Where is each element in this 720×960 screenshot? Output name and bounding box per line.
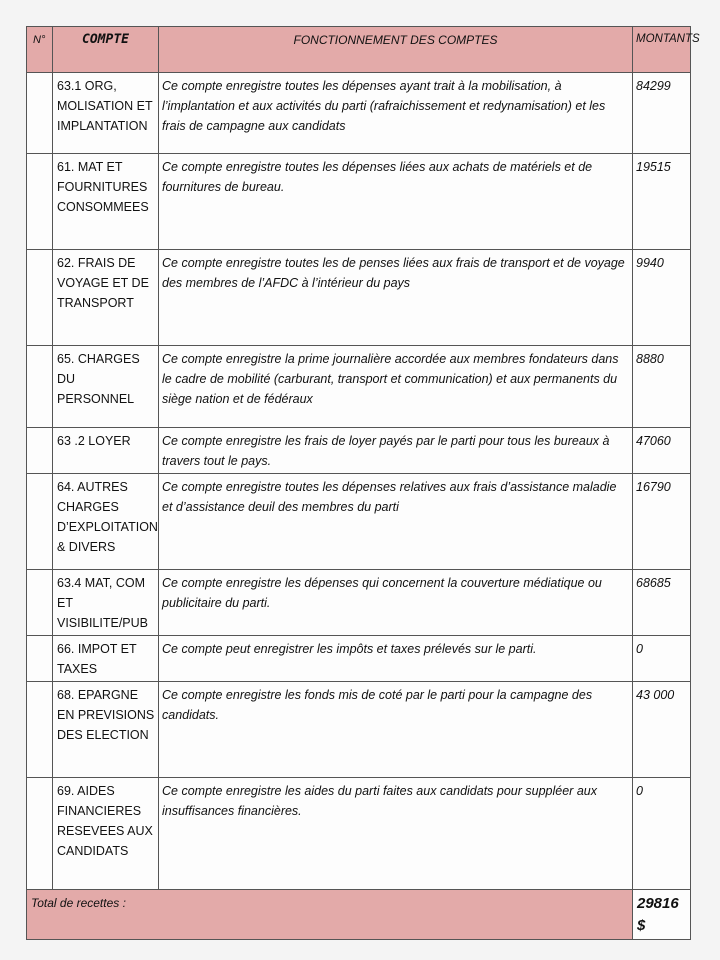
account-description: Ce compte enregistre toutes les de penses liées aux frais de transport et de voyage des membres de l’AFDC à l’intérieur du pays: [159, 250, 633, 346]
row-num-cell: [27, 428, 53, 474]
account-description: Ce compte enregistre toutes les dépenses ayant trait à la mobilisation, à l’implantation et aux activités du parti (rafraichissement et redynamisation) et les frais de campagne aux candidats: [159, 73, 633, 154]
account-name: 68. EPARGNE EN PREVISIONS DES ELECTION: [53, 682, 159, 778]
accounts-table: [26, 26, 700, 940]
header-fonctionnement: FONCTIONNEMENT DES COMPTES: [159, 27, 633, 73]
account-amount: 84299: [633, 73, 691, 154]
row-num-cell: [27, 250, 53, 346]
account-amount: 9940: [633, 250, 691, 346]
account-amount: 8880: [633, 346, 691, 428]
table-row: [27, 250, 691, 346]
table-row: [27, 474, 691, 570]
account-description: Ce compte enregistre les aides du parti faites aux candidats pour suppléer aux insuffisances financières.: [159, 778, 633, 890]
account-amount: 16790: [633, 474, 691, 570]
account-amount: 47060: [633, 428, 691, 474]
row-num-cell: [27, 570, 53, 636]
account-name: 61. MAT ET FOURNITURES CONSOMMEES: [53, 154, 159, 250]
account-amount: 43 000: [633, 682, 691, 778]
table-row: [27, 154, 691, 250]
table-row: [27, 570, 691, 636]
table-row: [27, 778, 691, 890]
account-name: 65. CHARGES DU PERSONNEL: [53, 346, 159, 428]
total-amount: 29816 $: [633, 890, 691, 940]
account-amount: 68685: [633, 570, 691, 636]
account-amount: 19515: [633, 154, 691, 250]
account-description: Ce compte peut enregistrer les impôts et taxes prélevés sur le parti.: [159, 636, 633, 682]
row-num-cell: [27, 636, 53, 682]
account-name: 66. IMPOT ET TAXES: [53, 636, 159, 682]
account-name: 63 .2 LOYER: [53, 428, 159, 474]
account-name: 63.4 MAT, COM ET VISIBILITE/PUB: [53, 570, 159, 636]
row-num-cell: [27, 73, 53, 154]
account-amount: 0: [633, 636, 691, 682]
row-num-cell: [27, 346, 53, 428]
account-name: 62. FRAIS DE VOYAGE ET DE TRANSPORT: [53, 250, 159, 346]
account-name: 64. AUTRES CHARGES D’EXPLOITATION & DIVERS: [53, 474, 159, 570]
row-num-cell: [27, 778, 53, 890]
table-row: [27, 346, 691, 428]
header-montants: MONTANTS: [633, 27, 691, 73]
account-description: Ce compte enregistre toutes les dépenses relatives aux frais d’assistance maladie et d’assistance deuil des membres du parti: [159, 474, 633, 570]
header-num: N°: [27, 27, 53, 73]
table-row: [27, 428, 691, 474]
account-description: Ce compte enregistre toutes les dépenses liées aux achats de matériels et de fournitures de bureau.: [159, 154, 633, 250]
table-row: [27, 636, 691, 682]
row-num-cell: [27, 474, 53, 570]
total-row: [27, 890, 691, 940]
account-name: 69. AIDES FINANCIERES RESEVEES AUX CANDIDATS: [53, 778, 159, 890]
table-row: [27, 73, 691, 154]
account-description: Ce compte enregistre les fonds mis de coté par le parti pour la campagne des candidats.: [159, 682, 633, 778]
header-row: [27, 27, 691, 73]
table-row: [27, 682, 691, 778]
header-compte: COMPTE: [53, 27, 159, 73]
row-num-cell: [27, 682, 53, 778]
total-label: Total de recettes :: [27, 890, 633, 940]
account-description: Ce compte enregistre les frais de loyer payés par le parti pour tous les bureaux à travers tout le pays.: [159, 428, 633, 474]
row-num-cell: [27, 154, 53, 250]
account-description: Ce compte enregistre la prime journalière accordée aux membres fondateurs dans le cadre de mobilité (carburant, transport et communication) et aux permanents du siège nation et de fédéraux: [159, 346, 633, 428]
account-name: 63.1 ORG, MOLISATION ET IMPLANTATION: [53, 73, 159, 154]
account-amount: 0: [633, 778, 691, 890]
account-description: Ce compte enregistre les dépenses qui concernent la couverture médiatique ou publicitaire du parti.: [159, 570, 633, 636]
